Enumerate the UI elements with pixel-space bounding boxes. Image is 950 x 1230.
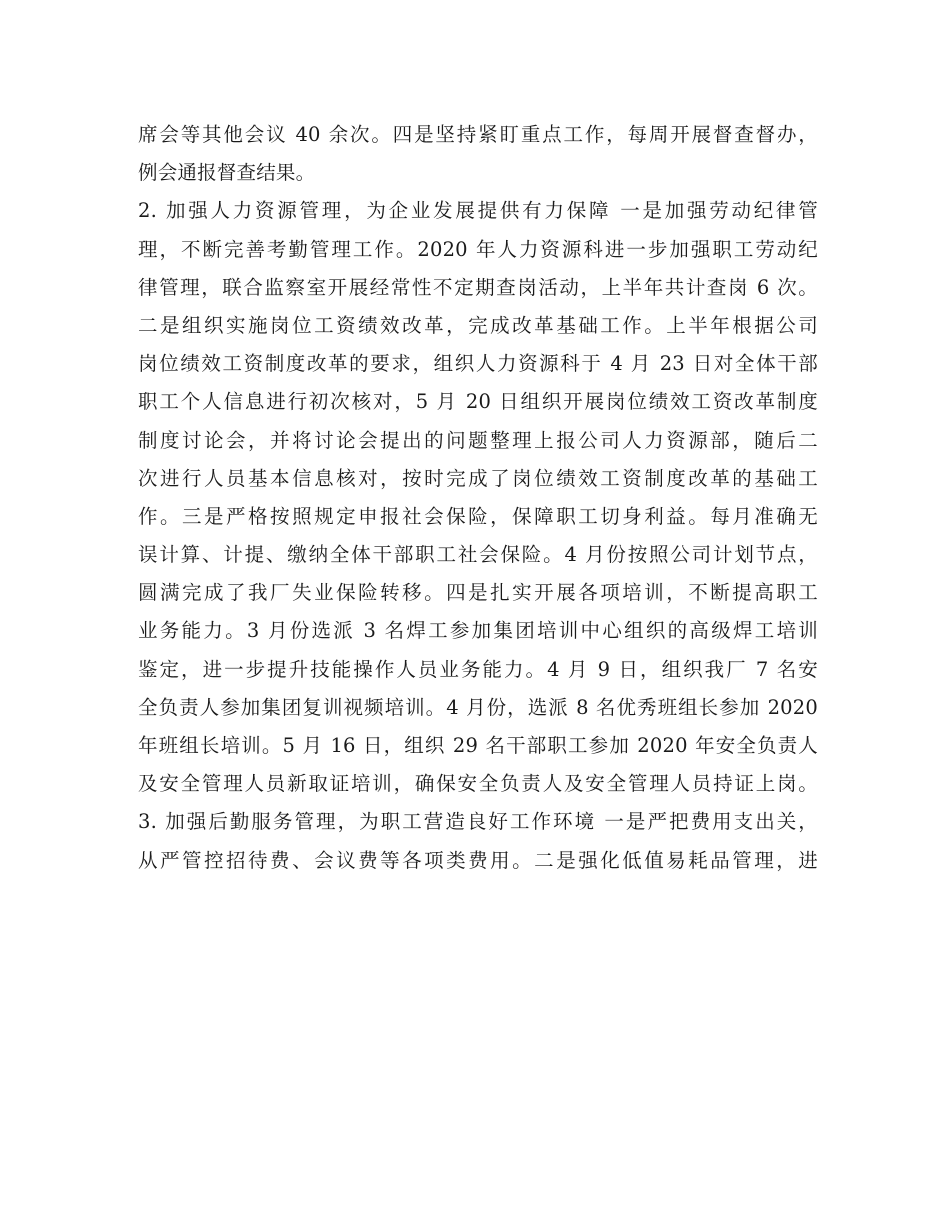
text-line: 岗位绩效工资制度改革的要求，组织人力资源科于 4 月 23 日对全体干部 xyxy=(138,352,818,376)
text-line: 3. 加强后勤服务管理，为职工营造良好工作环境 一是严把费用支出关， xyxy=(138,810,818,834)
text-line: 误计算、计提、缴纳全体干部职工社会保险。4 月份按照公司计划节点， xyxy=(138,543,818,567)
text-line: 二是组织实施岗位工资绩效改革，完成改革基础工作。上半年根据公司 xyxy=(138,313,818,337)
body-text xyxy=(138,116,818,880)
text-line: 圆满完成了我厂失业保险转移。四是扎实开展各项培训，不断提高职工 xyxy=(138,581,818,605)
text-line: 全负责人参加集团复训视频培训。4 月份，选派 8 名优秀班组长参加 2020 xyxy=(138,695,818,719)
text-line: 席会等其他会议 40 余次。四是坚持紧盯重点工作，每周开展督查督办， xyxy=(138,123,818,146)
text-line: 业务能力。3 月份选派 3 名焊工参加集团培训中心组织的高级焊工培训 xyxy=(138,619,818,643)
text-line: 鉴定，进一步提升技能操作人员业务能力。4 月 9 日，组织我厂 7 名安 xyxy=(138,657,818,681)
text-line: 职工个人信息进行初次核对，5 月 20 日组织开展岗位绩效工资改革制度 xyxy=(138,390,818,414)
text-line: 年班组长培训。5 月 16 日，组织 29 名干部职工参加 2020 年安全负责人 xyxy=(138,734,818,757)
text-line: 制度讨论会，并将讨论会提出的问题整理上报公司人力资源部，随后二 xyxy=(138,428,818,452)
text-line: 律管理，联合监察室开展经常性不定期查岗活动，上半年共计查岗 6 次。 xyxy=(138,275,818,299)
text-line: 次进行人员基本信息核对，按时完成了岗位绩效工资制度改革的基础工 xyxy=(138,466,818,490)
text-line: 例会通报督查结果。 xyxy=(138,161,316,185)
text-line: 及安全管理人员新取证培训，确保安全负责人及安全管理人员持证上岗。 xyxy=(138,772,818,796)
text-line: 理，不断完善考勤管理工作。2020 年人力资源科进一步加强职工劳动纪 xyxy=(138,237,818,261)
text-line: 2. 加强人力资源管理，为企业发展提供有力保障 一是加强劳动纪律管 xyxy=(138,199,818,223)
text-line: 作。三是严格按照规定申报社会保险，保障职工切身利益。每月准确无 xyxy=(138,504,818,528)
text-line: 从严管控招待费、会议费等各项类费用。二是强化低值易耗品管理，进 xyxy=(138,848,818,872)
